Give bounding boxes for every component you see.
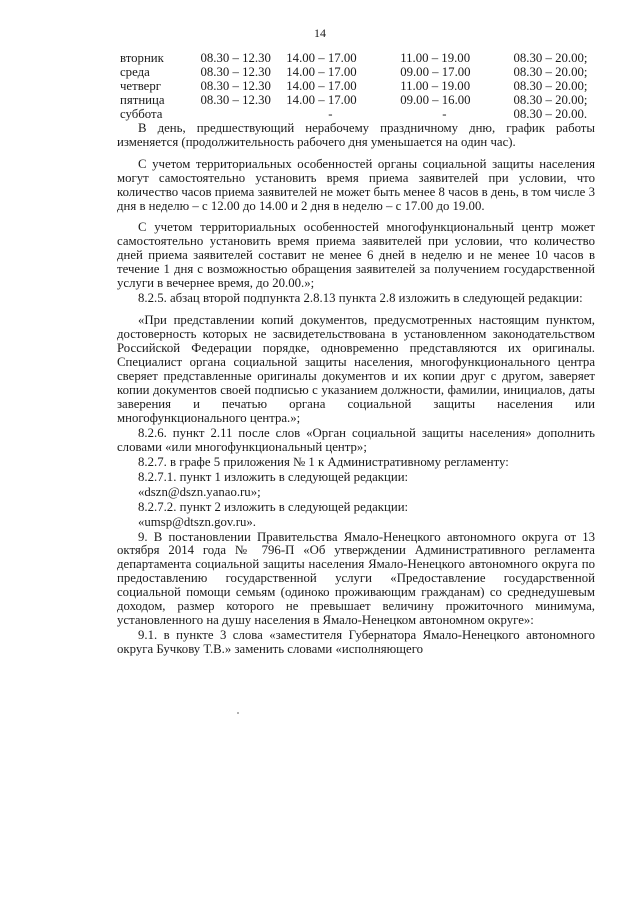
- email-line: «dszn@dszn.yanao.ru»;: [138, 484, 261, 499]
- schedule-day: суббота: [120, 106, 163, 121]
- schedule-time: 11.00 – 19.00: [400, 78, 471, 93]
- schedule-time: 11.00 – 19.00: [400, 51, 471, 65]
- schedule-time: 08.30 – 20.00;: [513, 78, 588, 93]
- page-number: 14: [314, 26, 326, 40]
- schedule-time: 08.30 – 12.30: [200, 92, 271, 107]
- paragraph: В день, предшествующий нерабочему праздничному дню, график работы изменяется (продолжительность рабочего дня уменьшается на один час).: [117, 120, 595, 149]
- schedule-time: 08.30 – 12.30: [200, 78, 271, 93]
- paragraph: 8.2.6. пункт 2.11 после слов «Орган социальной защиты населения» дополнить словами «или многофункциональный центр»;: [117, 425, 595, 454]
- paragraph: 9.1. в пункте 3 слова «заместителя Губернатора Ямало-Ненецкого автономного округа Бучкову Т.В.» заменить словами «исполняющего: [117, 628, 595, 657]
- schedule-time: -: [328, 106, 333, 121]
- schedule-time: 09.00 – 16.00: [400, 92, 471, 107]
- paragraph: 9. В постановлении Правительства Ямало-Ненецкого автономного округа от 13 октября 2014 года № 796-П «Об утверждении Административного регламента департамента социальной защиты населения Ямало-Ненецкого автономного округа по предоставлению государственной услуги «Предоставление государственной социальной помощи семьям (одиноко проживающим гражданам) со среднедушевым доходом, размер которого не превышает величину прожиточного минимума, установленного на душу населения в Ямало-Ненецком автономном округе»:: [117, 529, 595, 628]
- schedule-time: 08.30 – 20.00;: [513, 51, 588, 65]
- schedule-time: 08.30 – 20.00;: [513, 64, 588, 79]
- paragraph: 8.2.7.2. пункт 2 изложить в следующей редакции:: [138, 499, 409, 514]
- schedule-day: пятница: [120, 92, 165, 107]
- paragraph: С учетом территориальных особенностей многофункциональный центр может самостоятельно установить время приема заявителей при условии, что количество дней приема заявителей составит не менее 6 дней в неделю и не менее 10 часов в течение 1 дня с возможностью обращения заявителей за получением государственной услуги в вечернее время, до 20.00.»;: [117, 220, 595, 291]
- email-line: «umsp@dtszn.gov.ru».: [138, 514, 256, 529]
- schedule-day: среда: [120, 64, 150, 79]
- schedule-time: 14.00 – 17.00: [286, 92, 357, 107]
- schedule-day: четверг: [120, 78, 162, 93]
- schedule-time: [200, 108, 286, 122]
- document-body: [117, 52, 595, 657]
- schedule-row: [120, 80, 595, 94]
- schedule-row: [120, 52, 595, 66]
- schedule-time: 14.00 – 17.00: [286, 51, 357, 65]
- scan-speck: [237, 712, 239, 714]
- schedule-time: 09.00 – 17.00: [400, 64, 471, 79]
- schedule-time: 08.30 – 20.00;: [513, 92, 588, 107]
- schedule-row: [120, 108, 595, 122]
- schedule-row: [120, 94, 595, 108]
- schedule-day: вторник: [120, 51, 164, 65]
- schedule-time: 08.30 – 20.00.: [513, 106, 588, 121]
- paragraph: 8.2.5. абзац второй подпункта 2.8.13 пункта 2.8 изложить в следующей редакции:: [138, 291, 583, 306]
- schedule-table: [120, 52, 595, 122]
- schedule-time: 14.00 – 17.00: [286, 64, 357, 79]
- schedule-time: 14.00 – 17.00: [286, 78, 357, 93]
- paragraph: С учетом территориальных особенностей органы социальной защиты населения могут самостоятельно установить время приема заявителей при условии, что количество часов приема заявителей не может быть менее 8 часов в день, в том числе 3 дня в неделю – с 12.00 до 14.00 и 2 дня в неделю – с 17.00 до 19.00.: [117, 156, 595, 213]
- schedule-time: -: [442, 106, 447, 121]
- paragraph: 8.2.7.1. пункт 1 изложить в следующей редакции:: [138, 469, 409, 484]
- schedule-row: [120, 66, 595, 80]
- paragraph: 8.2.7. в графе 5 приложения № 1 к Административному регламенту:: [138, 454, 509, 469]
- schedule-time: 08.30 – 12.30: [200, 64, 271, 79]
- schedule-time: 08.30 – 12.30: [200, 51, 271, 65]
- paragraph: «При представлении копий документов, предусмотренных настоящим пунктом, достоверность которых не засвидетельствована в установленном законодательством Российской Федерации порядке, одновременно представляются их оригиналы. Специалист органа социальной защиты населения, многофункционального центра сверяет представленные оригиналы документов и их копии друг с другом, заверяет копии документов своей подписью с указанием должности, фамилии, инициалов, даты заверения и печатью органа социальной защиты населения или многофункционального центра.»;: [117, 313, 595, 425]
